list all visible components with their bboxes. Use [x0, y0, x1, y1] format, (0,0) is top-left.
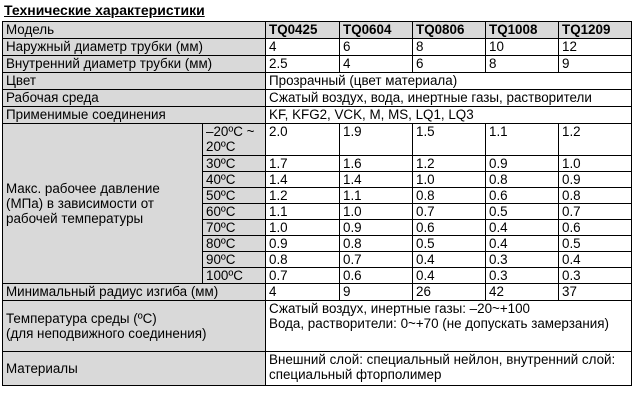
- cell-value: 2.5: [266, 56, 340, 73]
- temperature-cell: 50ºC: [203, 188, 266, 204]
- medium-row: [3, 90, 632, 107]
- header-row: [3, 22, 632, 39]
- pressure-value: 0.3: [559, 268, 632, 284]
- temperature-cell: 90ºC: [203, 252, 266, 268]
- row-label: Цвет: [3, 73, 266, 90]
- pressure-value: 0.7: [413, 204, 486, 220]
- pressure-value: 0.4: [486, 236, 559, 252]
- pressure-value: 0.4: [413, 252, 486, 268]
- cell-value: 4: [266, 39, 340, 56]
- pressure-value: 0.3: [486, 252, 559, 268]
- fittings-row: [3, 107, 632, 124]
- pressure-value: 0.6: [559, 220, 632, 236]
- materials-row: [3, 352, 632, 386]
- cell-value: Внешний слой: специальный нейлон, внутренний слой: специальный фторполимер: [266, 352, 632, 386]
- pressure-value: 0.5: [559, 236, 632, 252]
- cell-value: 4: [266, 284, 340, 301]
- cell-value: 9: [559, 56, 632, 73]
- cell-value: 42: [486, 284, 559, 301]
- cell-value: Сжатый воздух, вода, инертные газы, растворители: [266, 90, 632, 107]
- pressure-value: 1.2: [559, 124, 632, 156]
- pressure-value: 0.8: [559, 188, 632, 204]
- temperature-cell: 40ºC: [203, 172, 266, 188]
- ambient-value-line2: Вода, растворители: 0~+70 (не допускать замерзания): [269, 316, 609, 331]
- temperature-cell: 80ºC: [203, 236, 266, 252]
- cell-value: 12: [559, 39, 632, 56]
- pressure-value: 1.2: [413, 156, 486, 172]
- temperature-cell: 60ºC: [203, 204, 266, 220]
- ambient-label-line1: Температура среды (ºC): [6, 311, 157, 326]
- pressure-value: 0.9: [266, 236, 340, 252]
- pressure-value: 0.7: [266, 268, 340, 284]
- cell-value: 6: [413, 56, 486, 73]
- cell-value: 10: [486, 39, 559, 56]
- cell-value: 37: [559, 284, 632, 301]
- row-label: Материалы: [3, 352, 266, 386]
- pressure-value: 2.0: [266, 124, 340, 156]
- temperature-cell: 100ºC: [203, 268, 266, 284]
- model-header: TQ1209: [559, 22, 632, 39]
- pressure-value: 1.4: [266, 172, 340, 188]
- ambient-temp-row: [3, 301, 632, 352]
- cell-value: 6: [340, 39, 413, 56]
- page-title: Технические характеристики: [4, 2, 205, 18]
- pressure-value: 0.9: [486, 156, 559, 172]
- pressure-value: 1.5: [413, 124, 486, 156]
- cell-value: Прозрачный (цвет материала): [266, 73, 632, 90]
- pressure-value: 1.0: [266, 220, 340, 236]
- pressure-value: 0.4: [413, 268, 486, 284]
- row-label: Рабочая среда: [3, 90, 266, 107]
- pressure-value: 0.6: [486, 188, 559, 204]
- pressure-value: 1.4: [340, 172, 413, 188]
- row-label: Применимые соединения: [3, 107, 266, 124]
- pressure-value: 0.6: [413, 220, 486, 236]
- pressure-value: 1.1: [486, 124, 559, 156]
- bend-radius-row: [3, 284, 632, 301]
- pressure-value: 0.7: [559, 204, 632, 220]
- cell-value: KF, KFG2, VCK, M, MS, LQ1, LQ3: [266, 107, 632, 124]
- pressure-value: 1.1: [340, 188, 413, 204]
- pressure-value: 1.2: [266, 188, 340, 204]
- pressure-value: 1.7: [266, 156, 340, 172]
- temperature-cell: 30ºC: [203, 156, 266, 172]
- pressure-label: Макс. рабочее давление (МПа) в зависимости от рабочей температуры: [3, 124, 203, 284]
- spec-table: [2, 21, 632, 386]
- pressure-value: 0.8: [266, 252, 340, 268]
- pressure-value: 0.3: [486, 268, 559, 284]
- temperature-cell: 70ºC: [203, 220, 266, 236]
- model-header: TQ0806: [413, 22, 486, 39]
- color-row: [3, 73, 632, 90]
- row-label: Внутренний диаметр трубки (мм): [3, 56, 266, 73]
- pressure-value: 1.0: [340, 204, 413, 220]
- row-label: Минимальный радиус изгиба (мм): [3, 284, 266, 301]
- pressure-value: 1.0: [413, 172, 486, 188]
- model-header: TQ0604: [340, 22, 413, 39]
- pressure-value: 0.5: [486, 204, 559, 220]
- pressure-value: 0.8: [413, 188, 486, 204]
- ambient-value-line1: Сжатый воздух, инертные газы: –20~+100: [269, 301, 531, 316]
- row-label: [3, 301, 266, 352]
- pressure-row: [3, 124, 632, 156]
- row-label: Наружный диаметр трубки (мм): [3, 39, 266, 56]
- cell-value: 8: [486, 56, 559, 73]
- header-label: Модель: [3, 22, 266, 39]
- ambient-label-line2: (для неподвижного соединения): [6, 326, 207, 341]
- pressure-value: 0.8: [340, 236, 413, 252]
- pressure-value: 0.9: [559, 172, 632, 188]
- pressure-value: 0.5: [413, 236, 486, 252]
- pressure-value: 0.4: [559, 252, 632, 268]
- pressure-value: 0.9: [340, 220, 413, 236]
- model-header: TQ0425: [266, 22, 340, 39]
- cell-value: 4: [340, 56, 413, 73]
- pressure-value: 0.7: [340, 252, 413, 268]
- cell-value: [266, 301, 632, 352]
- cell-value: 8: [413, 39, 486, 56]
- temperature-cell: –20ºC ~ 20ºC: [203, 124, 266, 156]
- pressure-value: 0.6: [340, 268, 413, 284]
- pressure-value: 0.4: [486, 220, 559, 236]
- pressure-value: 1.6: [340, 156, 413, 172]
- outer-diameter-row: [3, 39, 632, 56]
- inner-diameter-row: [3, 56, 632, 73]
- pressure-value: 1.1: [266, 204, 340, 220]
- cell-value: 9: [340, 284, 413, 301]
- model-header: TQ1008: [486, 22, 559, 39]
- pressure-value: 0.8: [486, 172, 559, 188]
- cell-value: 26: [413, 284, 486, 301]
- pressure-value: 1.9: [340, 124, 413, 156]
- pressure-value: 1.0: [559, 156, 632, 172]
